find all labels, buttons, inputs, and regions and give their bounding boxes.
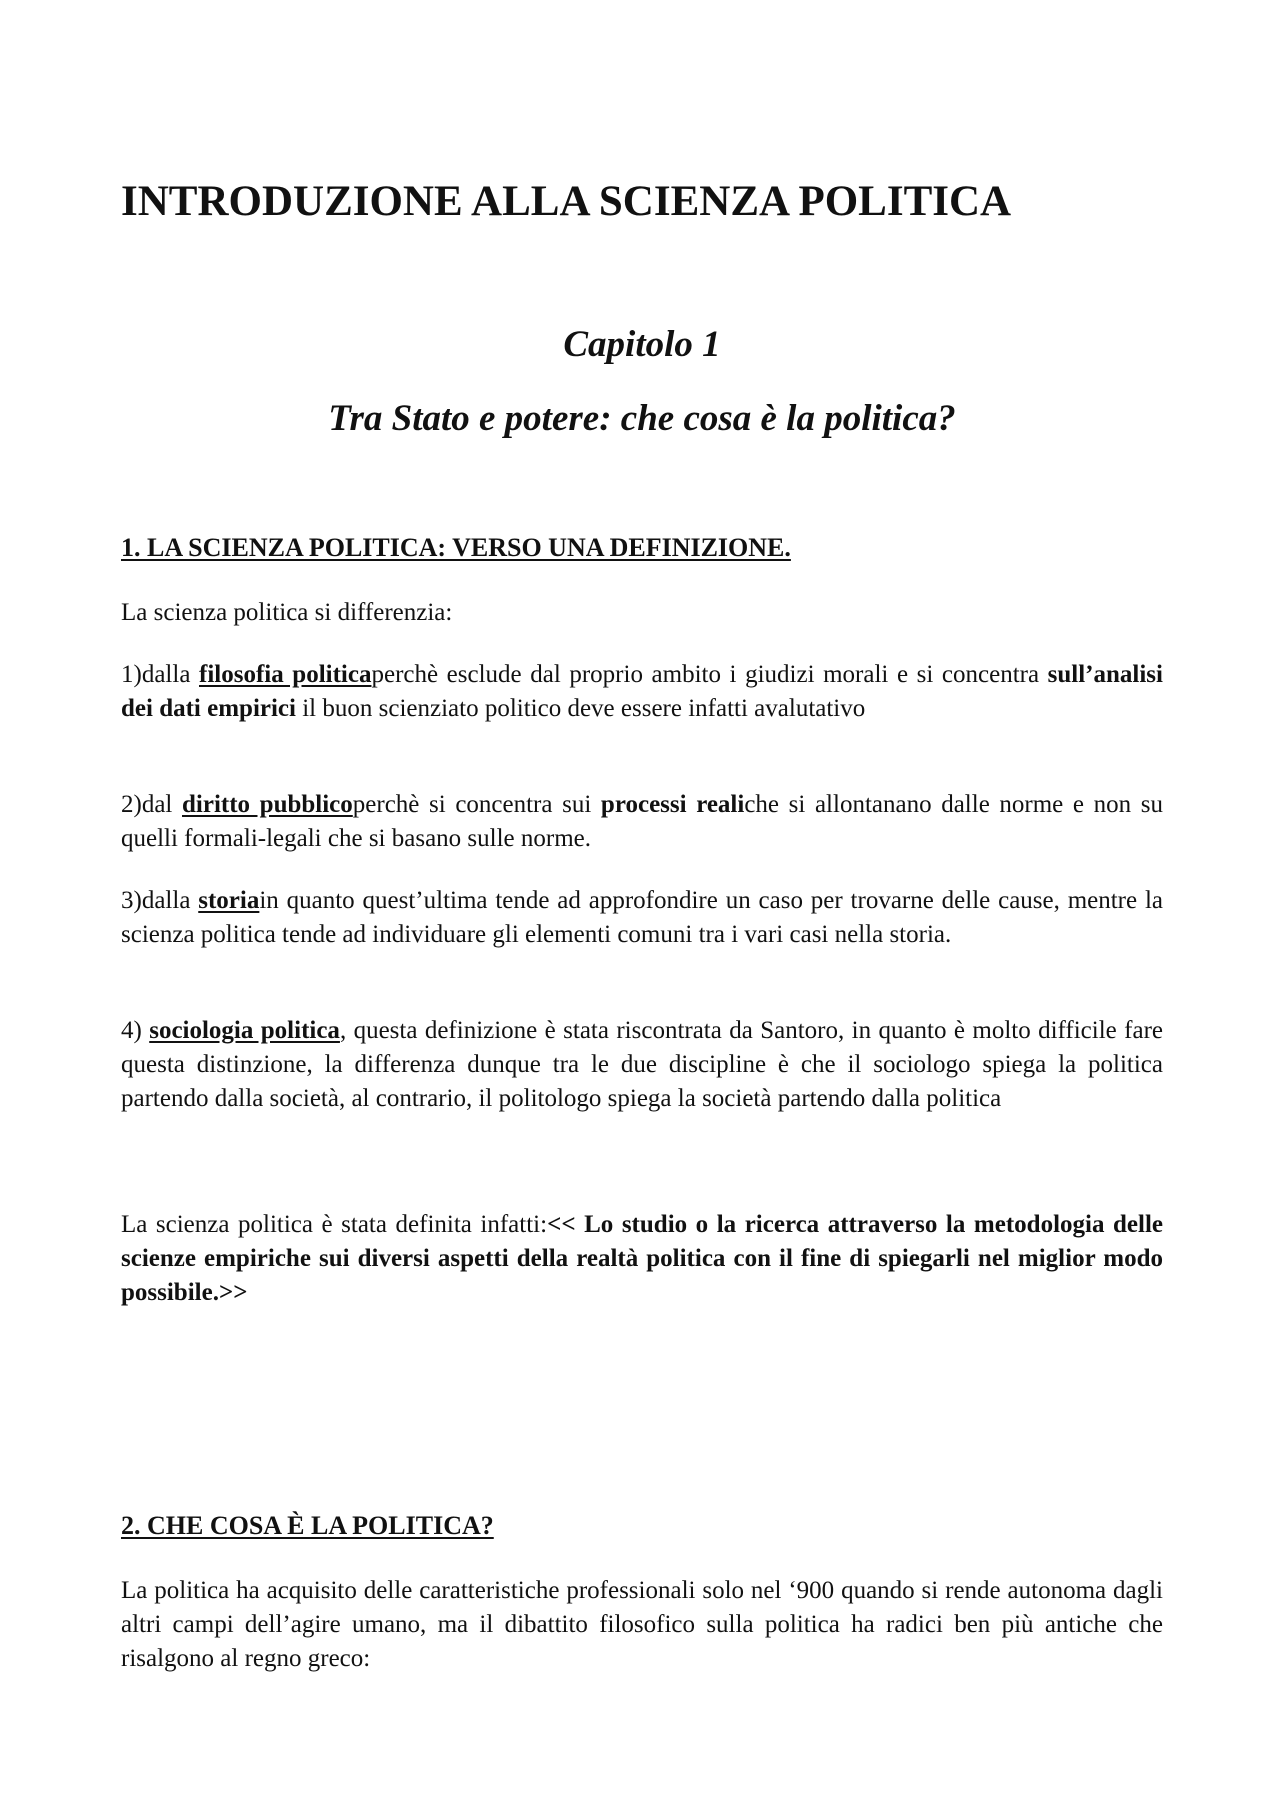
section-2-heading: 2. CHE COSA È LA POLITICA? xyxy=(121,1511,494,1540)
item-prefix: 3)dalla xyxy=(121,887,199,914)
item-text: il buon scienziato politico deve essere infatti avalutativo xyxy=(295,695,866,722)
list-item-filosofia xyxy=(121,658,1163,726)
list-item-sociologia xyxy=(121,1014,1163,1116)
chapter-number: Capitolo 1 xyxy=(563,324,721,365)
item-prefix: 1)dalla xyxy=(121,661,199,688)
term-filosofia-politica: filosofia politica xyxy=(199,661,372,688)
chapter-title: Tra Stato e potere: che cosa è la politica? xyxy=(328,398,956,439)
bold-phrase: sull’analisi dei dati empirici xyxy=(121,661,1163,722)
list-item-diritto xyxy=(121,788,1163,856)
document-title: INTRODUZIONE ALLA SCIENZA POLITICA xyxy=(121,178,1012,225)
document-page xyxy=(121,0,1163,1811)
section-1-intro: La scienza politica si differenzia: xyxy=(121,599,453,626)
term-diritto-pubblico: diritto pubblico xyxy=(182,791,353,818)
definition-lead: La scienza politica è stata definita infatti: xyxy=(121,1211,548,1238)
item-text: perchè esclude dal proprio ambito i giudizi morali e si concentra xyxy=(371,661,1048,688)
definition-quote: << Lo studio o la ricerca attraverso la metodologia delle scienze empiriche sui diversi aspetti della realtà politica con il fine di spiegarli nel miglior modo possibile.>> xyxy=(121,1211,1163,1306)
item-prefix: 2)dal xyxy=(121,791,182,818)
item-text: , questa definizione è stata riscontrata da Santoro, in quanto è molto difficile fare questa distinzione, la differenza dunque tra le due discipline è che il sociologo spiega la politica partendo dalla società, al contrario, il politologo spiega la società partendo dalla politica xyxy=(121,1017,1164,1112)
bold-phrase: processi reali xyxy=(600,791,745,818)
section-1-heading: 1. LA SCIENZA POLITICA: VERSO UNA DEFINIZIONE. xyxy=(121,533,791,562)
item-text: in quanto quest’ultima tende ad approfondire un caso per trovarne delle cause, mentre la scienza politica tende ad individuare gli elementi comuni tra i vari casi nella storia. xyxy=(121,887,1163,948)
term-storia: storia xyxy=(198,887,260,914)
item-prefix: 4) xyxy=(121,1017,150,1044)
section-2-paragraph: La politica ha acquisito delle caratteristiche professionali solo nel ‘900 quando si rende autonoma dagli altri campi dell’agire umano, ma il dibattito filosofico sulla politica ha radici ben più antiche che risalgono al regno greco: xyxy=(121,1577,1163,1672)
item-text: che si allontanano dalle norme e non su quelli formali-legali che si basano sulle norme. xyxy=(121,791,1163,852)
list-item-storia xyxy=(121,884,1163,952)
term-sociologia-politica: sociologia politica xyxy=(149,1017,340,1044)
item-text: perchè si concentra sui xyxy=(352,791,601,818)
definition-paragraph xyxy=(121,1208,1163,1310)
